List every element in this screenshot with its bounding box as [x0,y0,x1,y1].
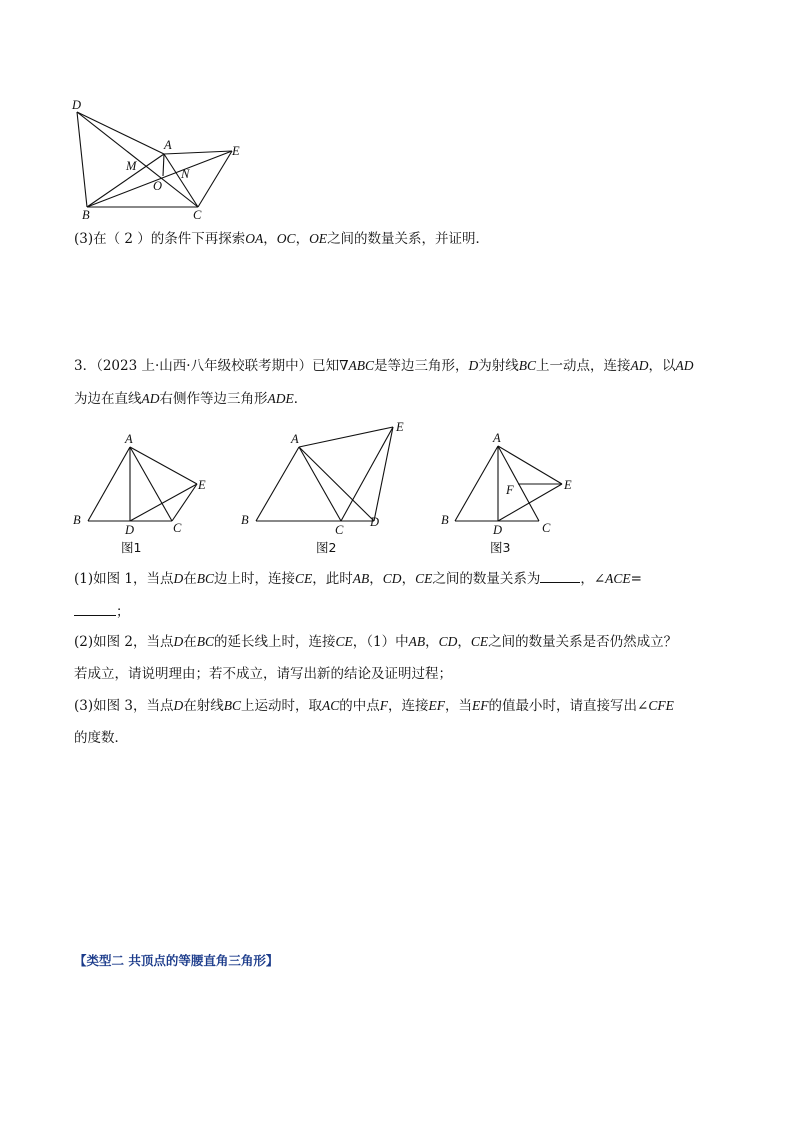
label-C: C [193,208,202,222]
figure-top-quadrilateral [60,92,260,224]
label-O: O [153,179,163,193]
label-E: E [232,144,240,158]
q3-part3-line2: 的度数． [74,730,128,746]
fig2-label-B: B [241,513,249,527]
q3-stem-line1: 3．（2023 上·山西·八年级校联考期中）已知∇ABC是等边三角形，D为射线BC上一动点，连接AD，以AD [74,358,694,374]
segment-DB [77,112,87,207]
answer-blank-2[interactable] [74,601,116,616]
fig1-label-E: E [198,478,206,492]
fig1-label-B: B [73,513,81,527]
segment-AO [163,154,164,176]
fig2-label-C: C [335,523,344,537]
section-heading-type2: 【类型二 共顶点的等腰直角三角形】 [74,953,279,968]
figure-3 [433,428,593,558]
fig3-label-B: B [441,513,449,527]
q3-stem-line2: 为边在直线AD右侧作等边三角形ADE． [74,391,308,407]
fig3-caption: 图3 [490,540,511,555]
fig3-label-E: E [564,478,572,492]
figure-2 [236,414,416,558]
fig1-label-D: D [125,523,135,537]
fig2-label-D: D [370,515,380,529]
fig3-label-A: A [493,431,501,445]
fig2-label-A: A [291,432,299,446]
fig2-caption: 图2 [316,540,337,555]
figure-1 [68,428,218,558]
fig2-label-E: E [396,420,404,434]
q3-part1-line1: (1)如图 1，当点D在BC边上时，连接CE，此时AB，CD，CE之间的数量关系为 ，∠ACE= [74,568,642,589]
fig3-label-D: D [493,523,503,537]
q3-part2-line2: 若成立，请说明理由；若不成立，请写出新的结论及证明过程； [74,666,452,682]
q3-part2-line1: (2)如图 2，当点D在BC的延长线上时，连接CE，（1）中AB，CD，CE之间的数量关系是否仍然成立？ [74,634,678,650]
fig1-caption: 图1 [121,540,142,555]
q3-part3-line1: (3)如图 3，当点D在射线BC上运动时，取AC的中点F，连接EF，当EF的值最小时，请直接写出∠CFE [74,698,674,714]
label-B: B [82,208,90,222]
segment-AE [164,151,232,154]
fig1-label-A: A [125,432,133,446]
answer-blank-1[interactable] [540,568,580,583]
label-A: A [164,138,172,152]
label-N: N [181,167,190,181]
segment-CE [198,151,232,207]
fig3-label-C: C [542,521,551,535]
segment-DA [77,112,164,154]
segment-DC [77,112,198,207]
q2-part3-text: (3)在（ 2 ）的条件下再探索OA，OC，OE之间的数量关系，并证明． [74,231,490,247]
fig3-label-F: F [506,483,514,497]
label-M: M [126,159,137,173]
fig1-label-C: C [173,521,182,535]
q3-part1-line2: ； [74,601,130,622]
label-D: D [72,98,82,112]
